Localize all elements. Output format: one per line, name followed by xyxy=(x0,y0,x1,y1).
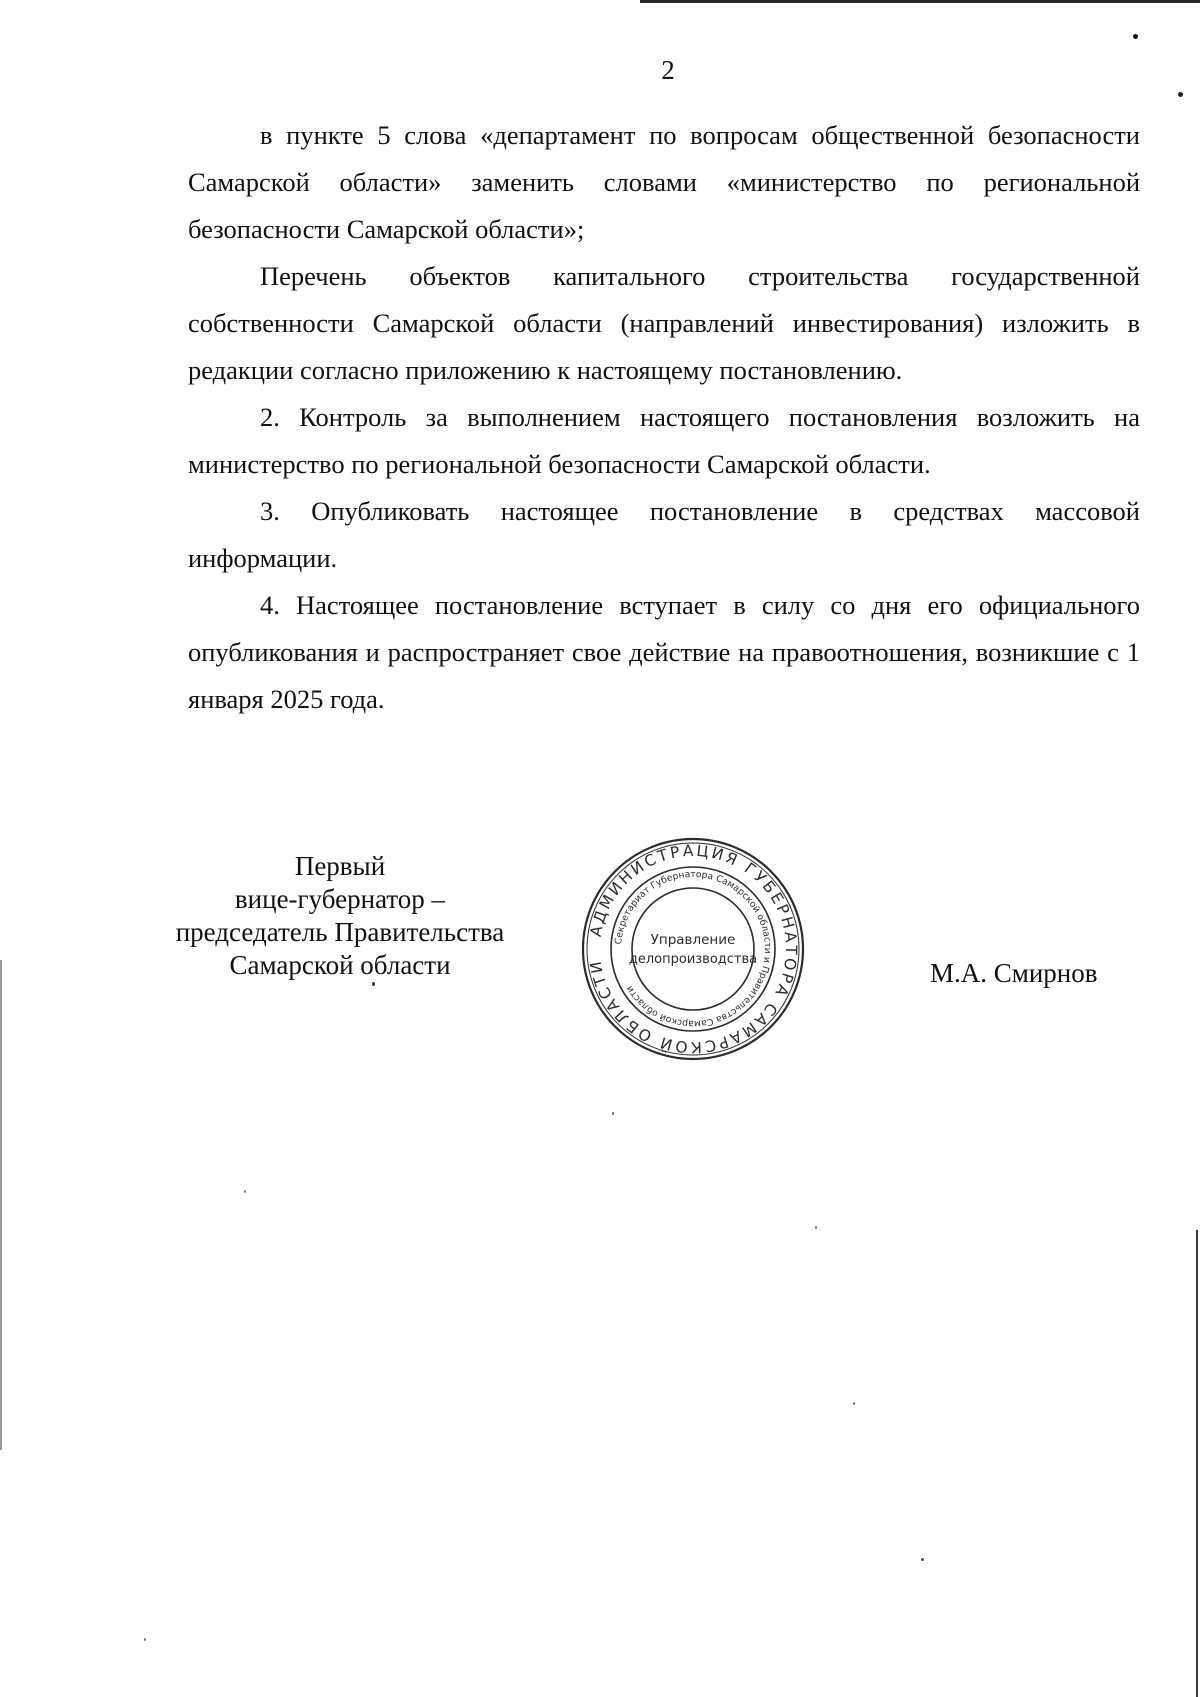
stamp-inner-text-path: Секретариат Губернатора Самарской области и Правительства Самарской области xyxy=(613,868,774,1030)
scan-speck xyxy=(853,1402,855,1405)
scan-speck xyxy=(612,1112,614,1115)
stamp-center-line-1: Управление xyxy=(650,932,736,948)
official-seal-stamp xyxy=(580,836,806,1062)
scan-edge-left xyxy=(0,960,2,1450)
scan-speck xyxy=(144,1638,146,1641)
scan-speck xyxy=(1133,34,1138,39)
stamp-inner-text xyxy=(613,869,773,1029)
document-body xyxy=(188,112,1140,723)
stamp-center-line-2: делопроизводства xyxy=(628,952,758,967)
signatory-name: М.А. Смирнов xyxy=(930,958,1098,988)
scan-speck xyxy=(815,1226,817,1229)
paragraph-objects-list: Перечень объектов капитального строительства государственной собственности Самарской области (направлений инвестирования) изложить в редакции согласно приложению к настоящему постановлению. xyxy=(188,261,1140,385)
paragraph-clause-3: 3. Опубликовать настоящее постановление в средствах массовой информации. xyxy=(188,496,1140,573)
signatory-title-line: председатель Правительства xyxy=(175,917,505,947)
scan-speck xyxy=(1178,92,1183,97)
stamp-outer-text-path: АДМИНИСТРАЦИЯ ГУБЕРНАТОРА САМАРСКОЙ ОБЛАСТИ xyxy=(586,841,801,1057)
signatory-title-line: Первый xyxy=(294,851,386,881)
scan-edge-top xyxy=(640,0,1200,3)
scan-edge-right xyxy=(1196,1230,1198,1697)
signatory-title xyxy=(130,850,550,982)
scan-speck xyxy=(372,982,375,986)
paragraph-clause-4: 4. Настоящее постановление вступает в силу со дня его официального опубликования и распространяет свое действие на правоотношения, возникшие с 1 января 2025 года. xyxy=(188,590,1140,714)
signatory-title-line: вице-губернатор – xyxy=(234,884,446,914)
paragraph-item-5-replacement: в пункте 5 слова «департамент по вопросам общественной безопасности Самарской области» заменить словами «министерство по региональной безопасности Самарской области»; xyxy=(188,120,1140,244)
page-number: 2 xyxy=(661,55,675,85)
signatory-title-line: Самарской области xyxy=(229,950,451,980)
scan-speck xyxy=(921,1558,924,1561)
paragraph-clause-2: 2. Контроль за выполнением настоящего постановления возложить на министерство по региональной безопасности Самарской области. xyxy=(188,402,1140,479)
scan-speck xyxy=(244,1190,246,1193)
